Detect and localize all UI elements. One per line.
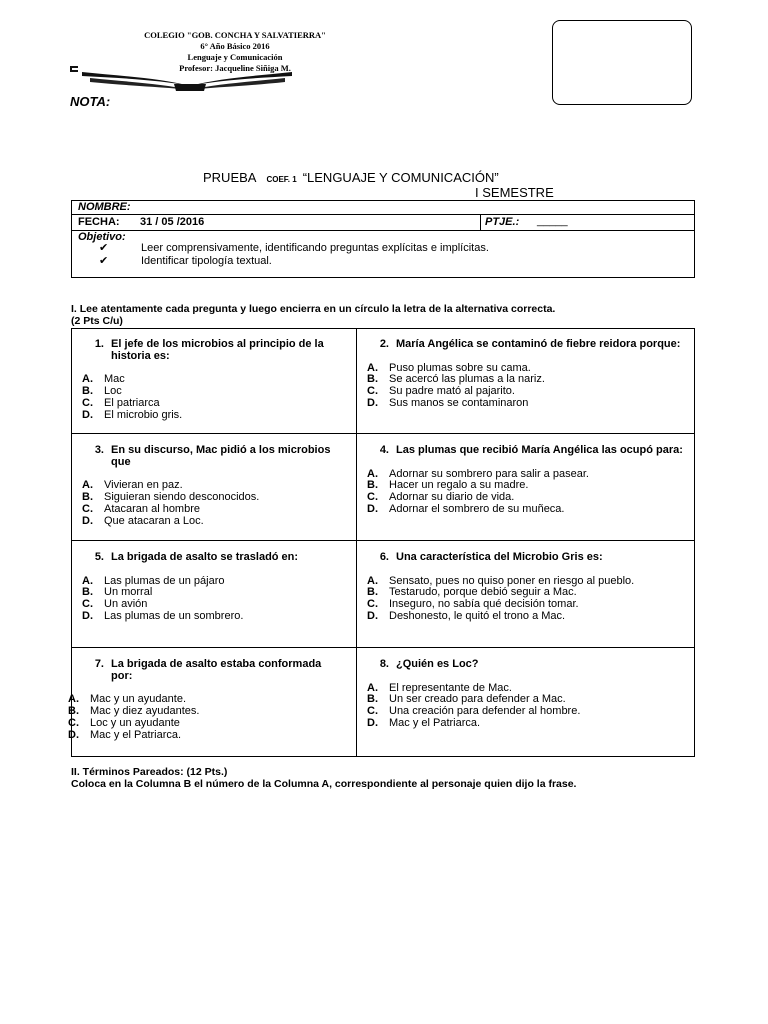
- option-a[interactable]: A. Mac: [82, 373, 125, 386]
- check-icon: ✔: [99, 242, 109, 254]
- question-1: [82, 339, 344, 421]
- option-a[interactable]: A. Adornar su sombrero para salir a pasear.: [367, 467, 589, 480]
- option-c[interactable]: C. Su padre mató al pajarito.: [367, 385, 515, 398]
- option-d[interactable]: D. Mac y el Patriarca.: [68, 728, 182, 741]
- question-number: 4.: [379, 444, 389, 456]
- questions-grid: [68, 328, 695, 757]
- question-number: 7.: [94, 658, 104, 670]
- option-b[interactable]: B. Un ser creado para defender a Mac.: [367, 693, 566, 706]
- option-d[interactable]: D. Mac y el Patriarca.: [367, 716, 481, 729]
- question-number: 3.: [94, 444, 104, 456]
- option-d[interactable]: D. El microbio gris.: [82, 408, 183, 421]
- school-logo-icon: [70, 66, 300, 94]
- option-a[interactable]: A. Mac y un ayudante.: [68, 693, 187, 706]
- section-1-instruction: [71, 303, 691, 327]
- option-b[interactable]: B. Se acercó las plumas a la nariz.: [367, 373, 545, 386]
- section-2-title: II. Términos Pareados: (12 Pts.): [71, 766, 228, 778]
- grade-year: 6° Año Básico 2016: [200, 41, 270, 51]
- option-c[interactable]: C. El patriarca: [82, 396, 160, 409]
- title-coef: COEF. 1: [266, 175, 297, 184]
- question-number: 6.: [379, 551, 389, 563]
- option-a[interactable]: A. Las plumas de un pájaro: [82, 574, 225, 587]
- option-c[interactable]: C. Adornar su diario de vida.: [367, 491, 515, 504]
- teacher-line: Profesor: Jacqueline Siñiga M.: [179, 63, 291, 73]
- option-c[interactable]: C. Atacaran al hombre: [82, 502, 200, 515]
- nombre-row[interactable]: [72, 201, 694, 215]
- option-b[interactable]: B. Siguieran siendo desconocidos.: [82, 491, 260, 504]
- option-c[interactable]: C. Un avión: [82, 598, 148, 611]
- section-2-text: Coloca en la Columna B el número de la Columna A, correspondiente al personaje quien dijo la frase.: [71, 778, 577, 790]
- grade-box[interactable]: [552, 20, 692, 105]
- question-number: 8.: [379, 658, 389, 670]
- option-d[interactable]: D. Que atacaran a Loc.: [82, 514, 204, 527]
- question-8: [367, 659, 689, 730]
- question-number: 2.: [379, 338, 389, 350]
- option-b[interactable]: B. Mac y diez ayudantes.: [68, 705, 200, 718]
- option-d[interactable]: D. Sus manos se contaminaron: [367, 396, 529, 409]
- question-number: 5.: [94, 551, 104, 563]
- option-a[interactable]: A. Vivieran en paz.: [82, 479, 183, 492]
- question-text: María Angélica se contaminó de fiebre reidora porque:: [396, 338, 681, 350]
- question-text: Las plumas que recibió María Angélica las ocupó para:: [396, 444, 683, 456]
- option-b[interactable]: B. Testarudo, porque debió seguir a Mac.: [367, 586, 577, 599]
- nombre-label: NOMBRE:: [78, 201, 131, 213]
- option-b[interactable]: B. Loc: [82, 385, 122, 398]
- section-1-points: (2 Pts C/u): [71, 315, 123, 327]
- option-a[interactable]: A. Puso plumas sobre su cama.: [367, 361, 531, 374]
- question-text: La brigada de asalto estaba conformada por:: [111, 658, 322, 682]
- question-number: 1.: [94, 338, 104, 350]
- question-text: Una característica del Microbio Gris es:: [396, 551, 603, 563]
- school-name: COLEGIO "GOB. CONCHA Y SALVATIERRA": [144, 30, 326, 40]
- fecha-value: 31 / 05 /2016: [140, 216, 205, 228]
- question-text: ¿Quién es Loc?: [396, 658, 479, 670]
- question-7: [68, 658, 344, 741]
- check-icon: ✔: [99, 255, 109, 267]
- question-5: [82, 552, 344, 623]
- nota-label: NOTA:: [70, 94, 111, 109]
- option-a[interactable]: A. El representante de Mac.: [367, 681, 512, 694]
- title-semester: I SEMESTRE: [475, 185, 554, 200]
- subject-line: Lenguaje y Comunicación: [187, 52, 283, 62]
- title-prueba: PRUEBA: [203, 170, 257, 185]
- option-d[interactable]: D. Deshonesto, le quitó el trono a Mac.: [367, 609, 566, 622]
- student-info-table: [71, 200, 695, 278]
- question-6: [367, 552, 689, 623]
- question-4: [367, 445, 689, 516]
- objetivo-2: Identificar tipología textual.: [141, 255, 272, 267]
- option-c[interactable]: C. Loc y un ayudante: [68, 716, 180, 729]
- question-3: [82, 445, 344, 527]
- option-d[interactable]: D. Las plumas de un sombrero.: [82, 609, 244, 622]
- objetivo-1: Leer comprensivamente, identificando preguntas explícitas e implícitas.: [141, 242, 489, 254]
- ptje-value[interactable]: _____: [537, 215, 568, 227]
- option-c[interactable]: C. Una creación para defender al hombre.: [367, 705, 581, 718]
- option-d[interactable]: D. Adornar el sombrero de su muñeca.: [367, 502, 565, 515]
- option-c[interactable]: C. Inseguro, no sabía qué decisión tomar.: [367, 598, 579, 611]
- fecha-label: FECHA:: [78, 216, 120, 228]
- ptje-label: PTJE.:: [485, 216, 520, 228]
- option-b[interactable]: B. Un morral: [82, 586, 153, 599]
- fecha-row: [72, 215, 694, 231]
- table-divider: [480, 215, 481, 230]
- section-1-text: I. Lee atentamente cada pregunta y luego encierra en un círculo la letra de la alternativa correcta.: [71, 303, 556, 315]
- question-text: La brigada de asalto se trasladó en:: [111, 551, 299, 563]
- title-subject: “LENGUAJE Y COMUNICACIÓN”: [302, 170, 499, 185]
- question-text: El jefe de los microbios al principio de la historia es:: [111, 338, 324, 362]
- option-a[interactable]: A. Sensato, pues no quiso poner en riesgo al pueblo.: [367, 574, 635, 587]
- question-text: En su discurso, Mac pidió a los microbios que: [111, 444, 331, 468]
- exam-title: [203, 170, 499, 185]
- question-2: [367, 339, 689, 410]
- section-2-instruction: [71, 766, 711, 790]
- objetivo-label: Objetivo:: [78, 231, 126, 243]
- option-b[interactable]: B. Hacer un regalo a su madre.: [367, 479, 529, 492]
